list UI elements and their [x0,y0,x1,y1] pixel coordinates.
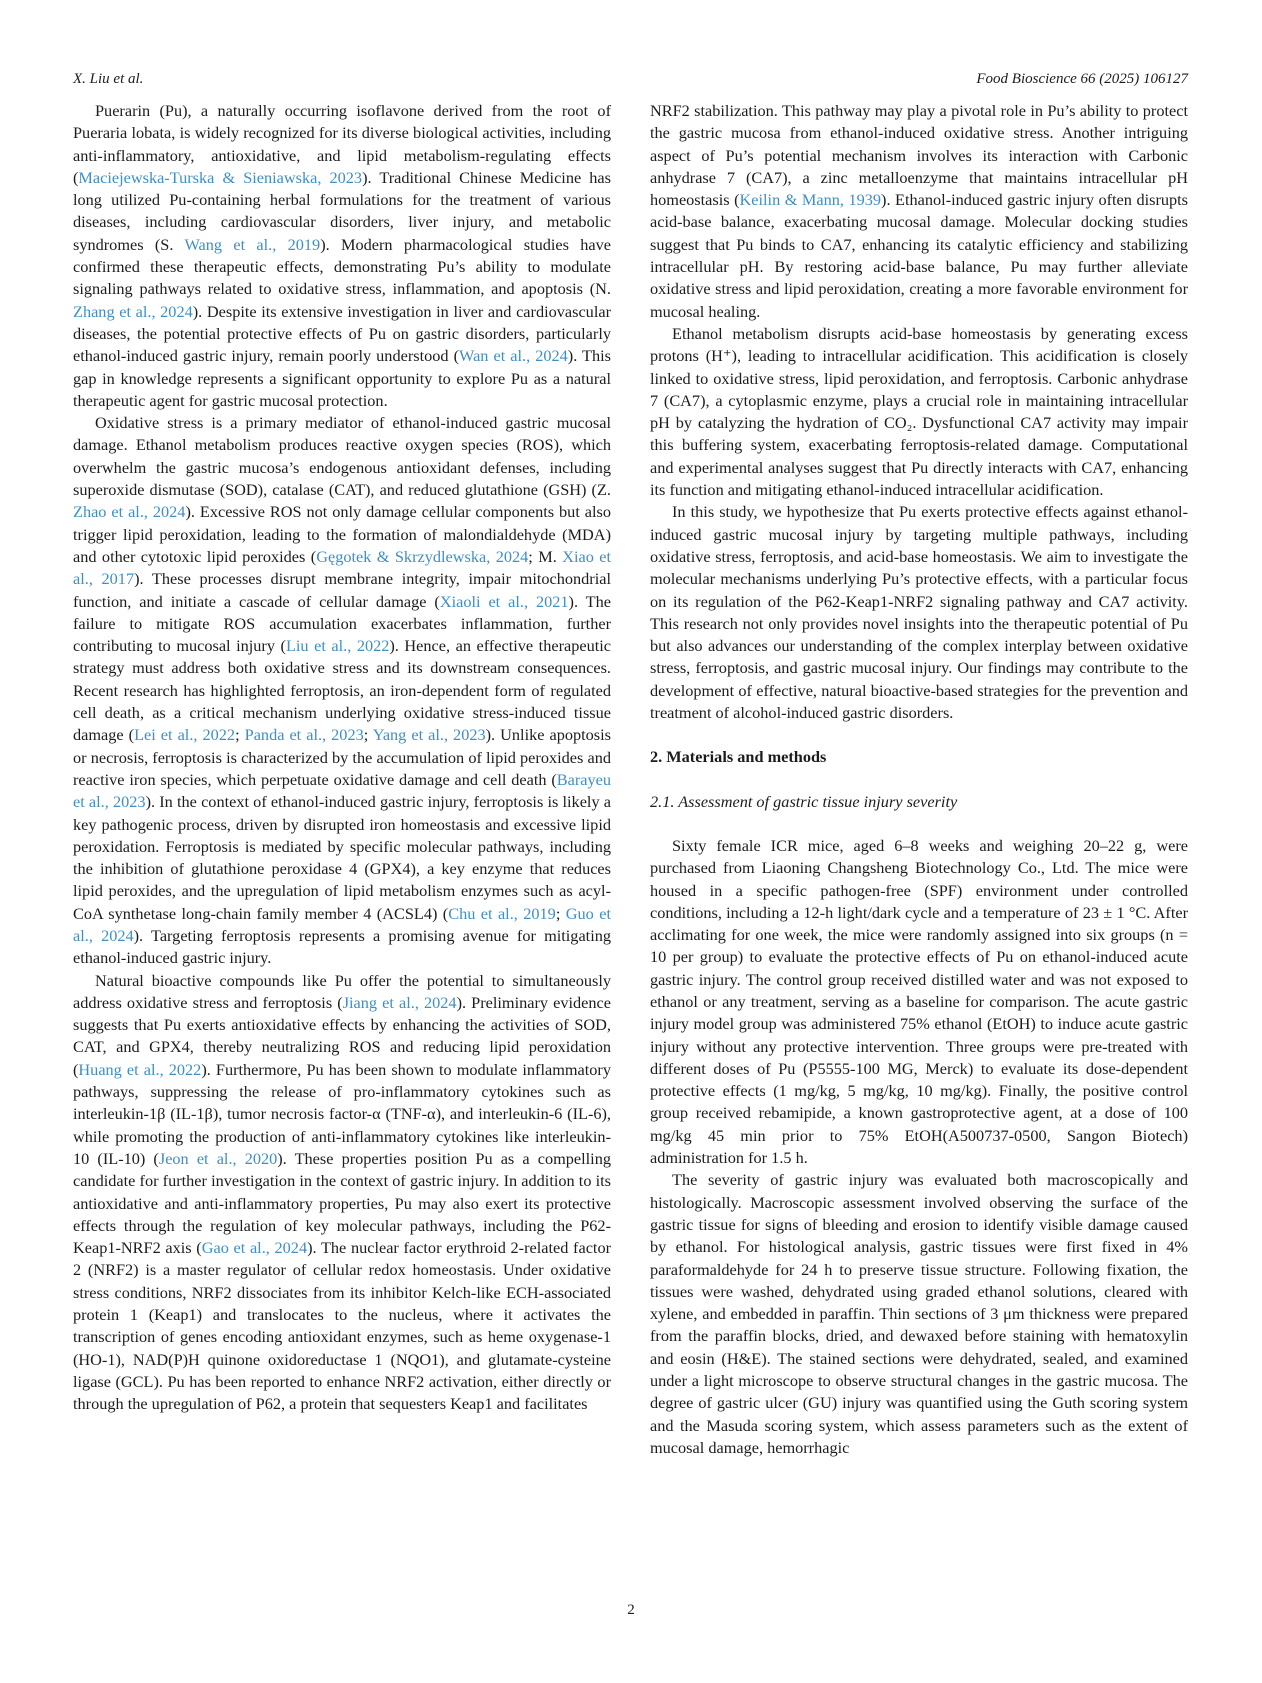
running-head-journal: Food Bioscience 66 (2025) 106127 [976,71,1188,87]
text-run: Oxidative stress is a primary mediator of ethanol-induced gastric mucosal damage. Ethanol metabolism produces reactive oxygen species (ROS), which overwhelm the gastric mucosa’s endogenous antioxidant defenses, including superoxide dismutase (SOD), catalase (CAT), and reduced glutathione (GSH) (Z. [73,413,611,500]
paragraph [73,100,611,412]
text-run: ). Excessive ROS not only damage cellular components but also trigger lipid peroxidation, leading to the formation of malondialdehyde (MDA) and other cytotoxic lipid peroxides ( [73,502,611,566]
text-run: ). This gap in knowledge represents a significant opportunity to explore Pu as a natural therapeutic agent for gastric mucosal protection. [73,346,611,410]
paragraph [650,835,1188,1169]
text-run: ). Modern pharmacological studies have confirmed these therapeutic effects, demonstrating Pu’s ability to modulate signaling pathways related to oxidative stress, inflammation, and apoptosis (N. [73,234,611,299]
citation-link[interactable]: Chu et al., 2019 [448,903,556,923]
paragraph [73,412,611,969]
citation-link[interactable]: Zhang et al., 2024 [73,301,193,321]
citation-link[interactable]: Panda et al., 2023 [244,725,364,745]
text-run: ; M. [528,546,563,566]
text-run: ). The nuclear factor erythroid 2-related factor 2 (NRF2) is a master regulator of cellular redox homeostasis. Under oxidative stress conditions, NRF2 dissociates from its inhibitor Kelch-like ECH-associated protein 1 (Keap1) and translocates to the nucleus, where it activates the transcription of genes encoding antioxidant enzymes, such as heme oxygenase-1 (HO-1), NAD(P)H quinone oxidoreductase 1 (NQO1), and glutamate-cysteine ligase (GCL). Pu has been reported to enhance NRF2 activation, either directly or through the upregulation of P62, a protein that sequesters Keap1 and facilitates [73,1238,612,1414]
paragraph [650,1169,1188,1459]
subsection-heading: 2.1. Assessment of gastric tissue injury severity [650,791,958,811]
text-run: Sixty female ICR mice, aged 6–8 weeks and weighing 20–22 g, were purchased from Liaoning Changsheng Biotechnology Co., Ltd. The mice were housed in a specific pathogen-free (SPF) environment under controlled conditions, including a 12-h light/dark cycle and a temperature of 23 ± 1 °C. After acclimating for one week, the mice were randomly assigned into six groups (n = 10 per group) to evaluate the protective effects of Pu on ethanol-induced acute gastric injury. The control group received distilled water and was not exposed to ethanol or any treatment, serving as a baseline for comparison. The acute gastric injury model group was administered 75% ethanol (EtOH) to induce acute gastric injury without any protective intervention. Three groups were pre-treated with different doses of Pu (P5555-100 MG, Merck) to evaluate its dose-dependent protective effects (1 mg/kg, 5 mg/kg, 10 mg/kg). Finally, the positive control group received rebamipide, a known gastroprotective agent, at a dose of 100 mg/kg 45 min prior to 75% EtOH(A500737-0500, Sangon Biotech) administration for 1.5 h. [650,835,1188,1168]
text-run: Ethanol metabolism disrupts acid-base homeostasis by generating excess protons (H⁺), leading to intracellular acidification. This acidification is closely linked to oxidative stress, lipid peroxidation, and ferroptosis. Carbonic anhydrase 7 (CA7), a cytoplasmic enzyme, plays a crucial role in maintaining intracellular pH by catalyzing the hydration of CO₂. Dysfunctional CA7 activity may impair this buffering system, exacerbating ferroptosis-related damage. Computational and experimental analyses suggest that Pu directly interacts with CA7, enhancing its function and mitigating ethanol-induced intracellular acidification. [650,323,1188,500]
section-heading: 2. Materials and methods [650,747,827,767]
text-run: ; [363,725,373,745]
text-run: Natural bioactive compounds like Pu offer the potential to simultaneously address oxidative stress and ferroptosis ( [73,970,611,1012]
text-run: ). Ethanol-induced gastric injury often disrupts acid-base balance, exacerbating mucosal damage. Molecular docking studies suggest that Pu binds to CA7, enhancing its catalytic efficiency and stabilizing intracellular pH. By restoring acid-base balance, Pu may further alleviate oxidative stress and lipid peroxidation, creating a more favorable environment for mucosal healing. [650,190,1189,321]
page-number: 2 [627,1602,635,1618]
running-head [73,70,1188,88]
text-run: Puerarin (Pu), a naturally occurring isoflavone derived from the root of Pueraria lobata, is widely recognized for its diverse biological activities, including anti-inflammatory, antioxidative, and lipid metabolism-regulating effects ( [73,101,611,187]
text-run: ). In the context of ethanol-induced gastric injury, ferroptosis is likely a key pathogenic process, driven by disrupted iron homeostasis and excessive lipid peroxidation. Ferroptosis is mediated by specific molecular pathways, including the inhibition of glutathione peroxidase 4 (GPX4), a key enzyme that reduces lipid peroxides, and the upregulation of lipid metabolism enzymes such as acyl-CoA synthetase long-chain family member 4 (ACSL4) ( [73,792,612,923]
citation-link[interactable]: Maciejewska-Turska & Sieniawska, 2023 [78,167,363,187]
citation-link[interactable]: Zhao et al., 2024 [73,502,186,522]
citation-link[interactable]: Wan et al., 2024 [459,346,568,366]
paragraph [650,323,1188,501]
paragraph [650,501,1188,724]
citation-link[interactable]: Jiang et al., 2024 [342,992,457,1012]
citation-link[interactable]: Keilin & Mann, 1939 [739,190,882,210]
text-run: ). Unlike apoptosis or necrosis, ferroptosis is characterized by the accumulation of lipid peroxides and reactive iron species, which perpetuate oxidative damage and cell death ( [73,725,611,789]
citation-link[interactable]: Xiaoli et al., 2021 [439,591,569,611]
text-run: ). Furthermore, Pu has been shown to modulate inflammatory pathways, suppressing the release of pro-inflammatory cytokines such as interleukin-1β (IL-1β), tumor necrosis factor-α (TNF-α), and interleukin-6 (IL-6), while promoting the production of anti-inflammatory cytokines like interleukin-10 (IL-10) ( [73,1059,611,1168]
citation-link[interactable]: Xiao et al., 2017 [73,546,612,589]
text-run: ; [555,903,566,923]
text-run: ). Despite its extensive investigation in liver and cardiovascular diseases, the potential protective effects of Pu on gastric disorders, particularly ethanol-induced gastric injury, remain poorly understood ( [73,301,611,366]
citation-link[interactable]: Yang et al., 2023 [372,725,486,745]
citation-link[interactable]: Gęgotek & Skrzydlewska, 2024 [316,546,529,566]
citation-link[interactable]: Barayeu et al., 2023 [73,769,611,812]
text-run: ). Hence, an effective therapeutic strategy must address both oxidative stress and its downstream consequences. Recent research has highlighted ferroptosis, an iron-dependent form of regulated cell death, as a critical mechanism underlying oxidative stress-induced tissue damage ( [73,636,611,745]
text-run: The severity of gastric injury was evaluated both macroscopically and histologically. Macroscopic assessment involved observing the surface of the gastric tissue for signs of bleeding and erosion to identify visible damage caused by ethanol. For histological analysis, gastric tissues were first fixed in 4% paraformaldehyde for 24 h to preserve tissue structure. Following fixation, the tissues were washed, dehydrated using graded ethanol solutions, cleared with xylene, and embedded in paraffin. Thin sections of 3 μm thickness were prepared from the paraffin blocks, dried, and dewaxed before staining with hematoxylin and eosin (H&E). The stained sections were dehydrated, sealed, and examined under a light microscope to observe structural changes in the gastric mucosa. The degree of gastric ulcer (GU) injury was quantified using the Guth scoring system and the Masuda scoring system, which assess parameters such as the extent of mucosal damage, hemorrhagic [650,1170,1188,1457]
article-body [73,100,1188,1459]
text-run: In this study, we hypothesize that Pu exerts protective effects against ethanol-induced gastric mucosal injury by targeting multiple pathways, including oxidative stress, ferroptosis, and acid-base homeostasis. We aim to investigate the molecular mechanisms underlying Pu’s protective effects, with a particular focus on its regulation of the P62-Keap1-NRF2 signaling pathway and CA7 activity. This research not only provides novel insights into the therapeutic potential of Pu but also advances our understanding of the complex interplay between oxidative stress, ferroptosis, and gastric mucosal injury. Our findings may contribute to the development of effective, natural bioactive-based strategies for the prevention and treatment of alcohol-induced gastric disorders. [650,502,1188,723]
right-column [650,100,1188,1459]
paragraph [650,100,1188,323]
left-column [73,100,611,1459]
text-run: ). The failure to mitigate ROS accumulation exacerbates inflammation, further contributing to mucosal injury ( [73,591,611,656]
citation-link[interactable]: Lei et al., 2022 [134,725,236,745]
text-run: ). These properties position Pu as a compelling candidate for further investigation in the context of gastric injury. In addition to its antioxidative and anti-inflammatory properties, Pu may also exert its protective effects through the regulation of key molecular pathways, including the P62-Keap1-NRF2 axis ( [73,1148,611,1258]
paragraph [73,970,611,1416]
text-run: ). Preliminary evidence suggests that Pu exerts antioxidative effects by enhancing the activities of SOD, CAT, and GPX4, thereby neutralizing ROS and reducing lipid peroxidation ( [73,992,611,1079]
running-head-author: X. Liu et al. [73,71,144,87]
citation-link[interactable]: Huang et al., 2022 [78,1059,202,1079]
citation-link[interactable]: Wang et al., 2019 [184,234,321,254]
text-run: ). These processes disrupt membrane integrity, impair mitochondrial function, and initiate a cascade of cellular damage ( [73,569,611,611]
text-run: ; [235,725,245,745]
citation-link[interactable]: Jeon et al., 2020 [158,1148,278,1168]
citation-link[interactable]: Liu et al., 2022 [285,636,390,656]
citation-link[interactable]: Guo et al., 2024 [73,903,611,945]
text-run: ). Traditional Chinese Medicine has long utilized Pu-containing herbal formulations for the treatment of various diseases, including cardiovascular disorders, liver injury, and metabolic syndromes (S. [73,167,611,254]
text-run: ). Targeting ferroptosis represents a promising avenue for mitigating ethanol-induced gastric injury. [73,925,611,968]
citation-link[interactable]: Gao et al., 2024 [201,1238,308,1258]
text-run: NRF2 stabilization. This pathway may play a pivotal role in Pu’s ability to protect the gastric mucosa from ethanol-induced oxidative stress. Another intriguing aspect of Pu’s potential mechanism involves its interaction with Carbonic anhydrase 7 (CA7), a zinc metalloenzyme that maintains intracellular pH homeostasis ( [650,101,1188,210]
